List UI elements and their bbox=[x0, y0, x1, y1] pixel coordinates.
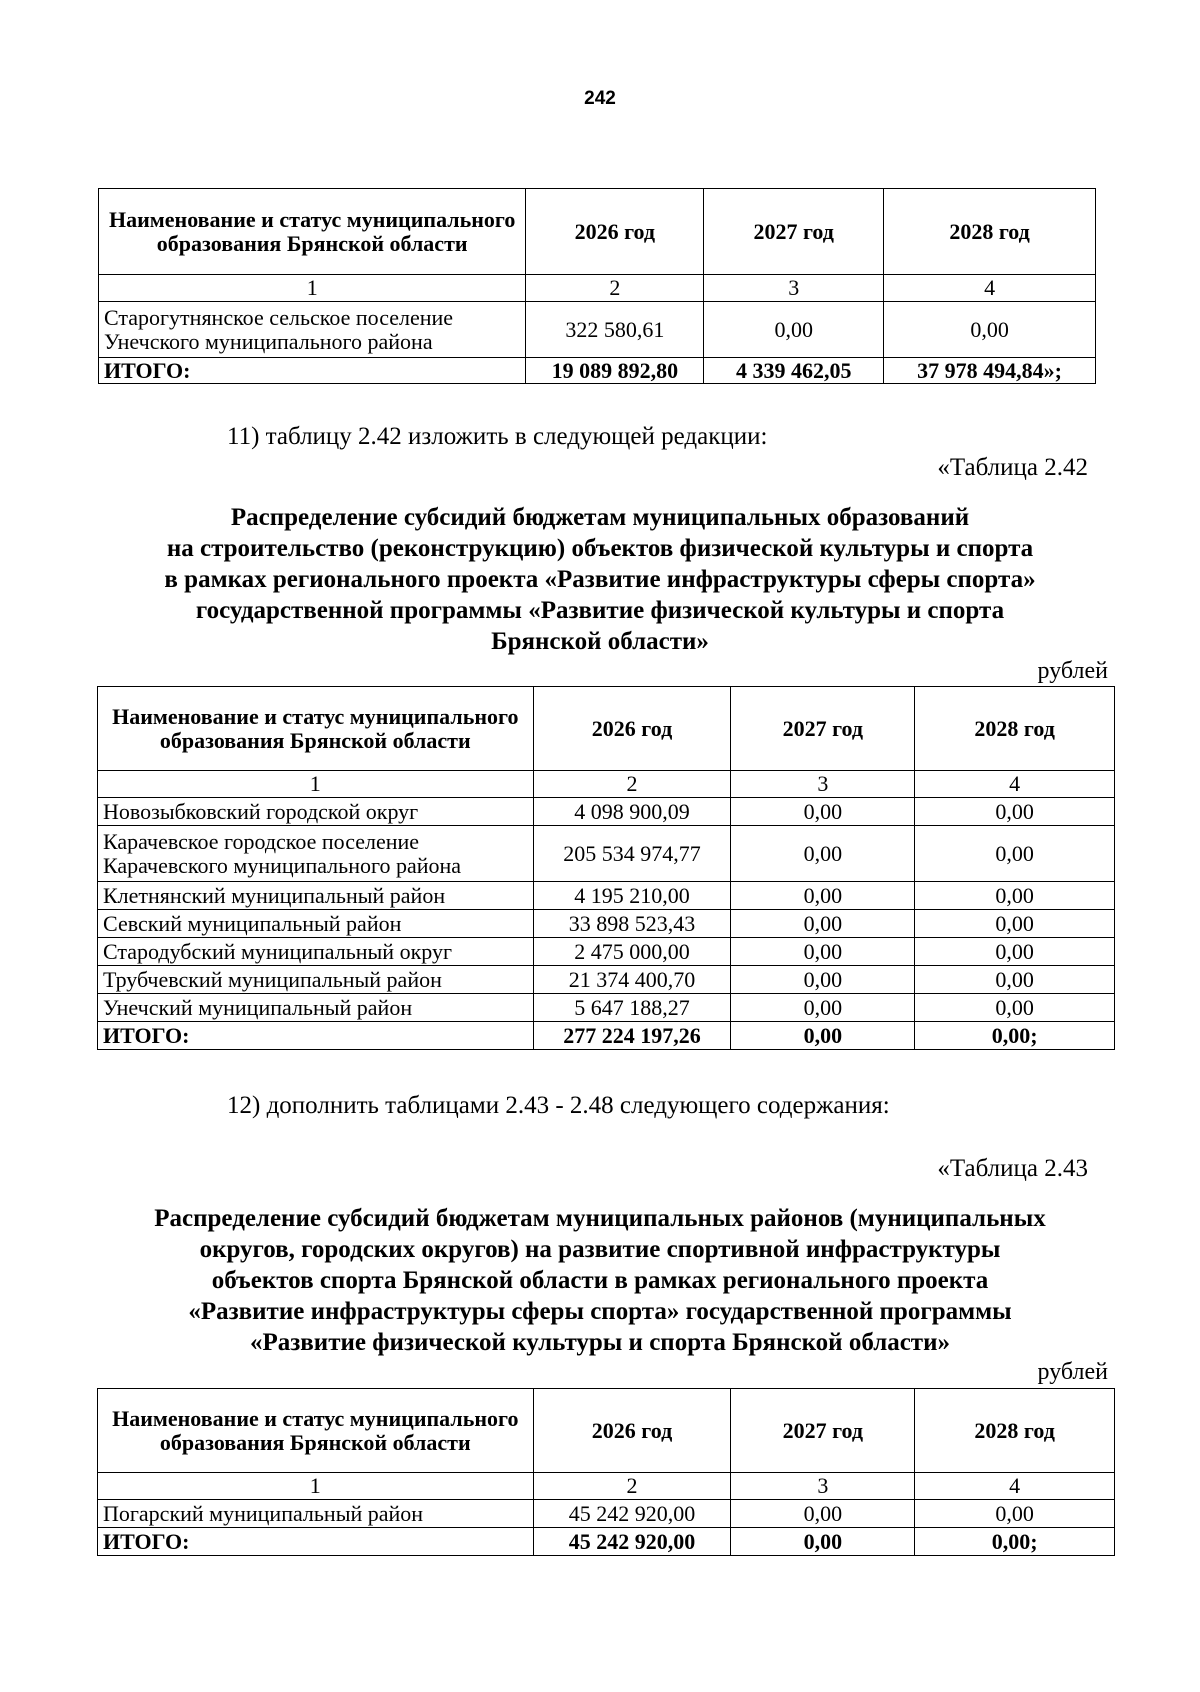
header-2028: 2028 год bbox=[915, 1389, 1115, 1473]
title-line: на строительство (реконструкцию) объектов физической культуры и спорта bbox=[166, 535, 1034, 562]
index-cell: 2 bbox=[526, 275, 704, 302]
table-2-41-continuation bbox=[98, 188, 1096, 384]
total-2026: 45 242 920,00 bbox=[533, 1528, 731, 1556]
row-2028: 0,00 bbox=[915, 910, 1115, 938]
total-2027: 0,00 bbox=[731, 1022, 915, 1050]
table-row bbox=[98, 798, 1115, 826]
column-index-row bbox=[98, 1473, 1115, 1500]
title-line: «Развитие инфраструктуры сферы спорта» государственной программы bbox=[188, 1298, 1012, 1325]
table-header-row bbox=[98, 1389, 1115, 1473]
table-2-43-title bbox=[60, 1203, 1140, 1358]
table-row bbox=[98, 882, 1115, 910]
total-label: ИТОГО: bbox=[99, 358, 526, 384]
table-row bbox=[98, 966, 1115, 994]
header-2028: 2028 год bbox=[915, 687, 1115, 771]
index-cell: 1 bbox=[98, 771, 534, 798]
header-name: Наименование и статус муниципального образования Брянской области bbox=[98, 687, 534, 771]
title-line: Брянской области» bbox=[491, 628, 709, 655]
header-2026: 2026 год bbox=[533, 1389, 731, 1473]
total-row bbox=[98, 1528, 1115, 1556]
row-2026: 2 475 000,00 bbox=[533, 938, 731, 966]
row-2027: 0,00 bbox=[731, 1500, 915, 1528]
total-row bbox=[99, 358, 1096, 384]
table-row bbox=[98, 826, 1115, 882]
total-2028: 0,00; bbox=[915, 1528, 1115, 1556]
row-2026: 4 195 210,00 bbox=[533, 882, 731, 910]
total-2026: 277 224 197,26 bbox=[533, 1022, 731, 1050]
table-header-row bbox=[98, 687, 1115, 771]
row-2027: 0,00 bbox=[731, 826, 915, 882]
row-2026: 205 534 974,77 bbox=[533, 826, 731, 882]
index-cell: 2 bbox=[533, 771, 731, 798]
title-line: Распределение субсидий бюджетам муниципальных образований bbox=[230, 504, 970, 531]
row-2027: 0,00 bbox=[731, 798, 915, 826]
row-2027: 0,00 bbox=[731, 910, 915, 938]
table-2-42-label: «Таблица 2.42 bbox=[937, 454, 1088, 481]
row-2027: 0,00 bbox=[731, 994, 915, 1022]
row-2027: 0,00 bbox=[731, 938, 915, 966]
row-2028: 0,00 bbox=[915, 938, 1115, 966]
title-line: Распределение субсидий бюджетам муниципальных районов (муниципальных bbox=[154, 1205, 1046, 1232]
row-2026: 322 580,61 bbox=[526, 302, 704, 358]
title-line: в рамках регионального проекта «Развитие инфраструктуры сферы спорта» bbox=[164, 566, 1036, 593]
total-row bbox=[98, 1022, 1115, 1050]
table-row bbox=[98, 938, 1115, 966]
index-cell: 1 bbox=[98, 1473, 534, 1500]
title-line: округов, городских округов) на развитие спортивной инфраструктуры bbox=[199, 1236, 1001, 1263]
page-number: 242 bbox=[584, 88, 616, 109]
item-12: 12) дополнить таблицами 2.43 - 2.48 следующего содержания: bbox=[227, 1092, 890, 1119]
total-label: ИТОГО: bbox=[98, 1528, 534, 1556]
row-name: Карачевское городское поселение Карачевского муниципального района bbox=[98, 826, 534, 882]
index-cell: 3 bbox=[731, 771, 915, 798]
header-name: Наименование и статус муниципального образования Брянской области bbox=[99, 189, 526, 275]
table-2-42-title bbox=[60, 502, 1140, 657]
row-2026: 33 898 523,43 bbox=[533, 910, 731, 938]
table-row bbox=[98, 994, 1115, 1022]
index-cell: 2 bbox=[533, 1473, 731, 1500]
title-line: объектов спорта Брянской области в рамках регионального проекта bbox=[211, 1267, 989, 1294]
index-cell: 3 bbox=[731, 1473, 915, 1500]
row-2028: 0,00 bbox=[884, 302, 1096, 358]
table-2-43-units: рублей bbox=[1037, 1359, 1108, 1385]
row-2026: 4 098 900,09 bbox=[533, 798, 731, 826]
row-2027: 0,00 bbox=[704, 302, 884, 358]
row-2028: 0,00 bbox=[915, 882, 1115, 910]
index-cell: 4 bbox=[915, 771, 1115, 798]
row-name: Новозыбковский городской округ bbox=[98, 798, 534, 826]
table-2-43 bbox=[97, 1388, 1115, 1556]
row-name: Клетнянский муниципальный район bbox=[98, 882, 534, 910]
row-2027: 0,00 bbox=[731, 882, 915, 910]
title-line: государственной программы «Развитие физической культуры и спорта bbox=[195, 597, 1005, 624]
row-name: Трубчевский муниципальный район bbox=[98, 966, 534, 994]
total-label: ИТОГО: bbox=[98, 1022, 534, 1050]
total-2026: 19 089 892,80 bbox=[526, 358, 704, 384]
table-row bbox=[98, 1500, 1115, 1528]
header-2027: 2027 год bbox=[731, 687, 915, 771]
table-row bbox=[98, 910, 1115, 938]
header-2027: 2027 год bbox=[704, 189, 884, 275]
table-row bbox=[99, 302, 1096, 358]
header-name: Наименование и статус муниципального образования Брянской области bbox=[98, 1389, 534, 1473]
row-2027: 0,00 bbox=[731, 966, 915, 994]
header-2028: 2028 год bbox=[884, 189, 1096, 275]
item-11: 11) таблицу 2.42 изложить в следующей редакции: bbox=[227, 423, 768, 450]
index-cell: 4 bbox=[884, 275, 1096, 302]
row-2026: 21 374 400,70 bbox=[533, 966, 731, 994]
header-2026: 2026 год bbox=[526, 189, 704, 275]
row-2028: 0,00 bbox=[915, 826, 1115, 882]
table-2-42 bbox=[97, 686, 1115, 1050]
row-name: Севский муниципальный район bbox=[98, 910, 534, 938]
total-2027: 4 339 462,05 bbox=[704, 358, 884, 384]
table-2-42-units: рублей bbox=[1037, 658, 1108, 684]
row-name: Погарский муниципальный район bbox=[98, 1500, 534, 1528]
total-2027: 0,00 bbox=[731, 1528, 915, 1556]
total-2028: 0,00; bbox=[915, 1022, 1115, 1050]
title-line: «Развитие физической культуры и спорта Брянской области» bbox=[249, 1329, 950, 1356]
row-name: Стародубский муниципальный округ bbox=[98, 938, 534, 966]
table-header-row bbox=[99, 189, 1096, 275]
index-cell: 4 bbox=[915, 1473, 1115, 1500]
row-2028: 0,00 bbox=[915, 1500, 1115, 1528]
header-2027: 2027 год bbox=[731, 1389, 915, 1473]
table-2-43-label: «Таблица 2.43 bbox=[937, 1155, 1088, 1182]
header-2026: 2026 год bbox=[533, 687, 731, 771]
column-index-row bbox=[98, 771, 1115, 798]
row-2026: 45 242 920,00 bbox=[533, 1500, 731, 1528]
row-name: Унечский муниципальный район bbox=[98, 994, 534, 1022]
row-2028: 0,00 bbox=[915, 994, 1115, 1022]
row-2026: 5 647 188,27 bbox=[533, 994, 731, 1022]
index-cell: 3 bbox=[704, 275, 884, 302]
total-2028: 37 978 494,84»; bbox=[884, 358, 1096, 384]
row-2028: 0,00 bbox=[915, 798, 1115, 826]
row-2028: 0,00 bbox=[915, 966, 1115, 994]
column-index-row bbox=[99, 275, 1096, 302]
index-cell: 1 bbox=[99, 275, 526, 302]
row-name: Старогутнянское сельское поселение Унечского муниципального района bbox=[99, 302, 526, 358]
